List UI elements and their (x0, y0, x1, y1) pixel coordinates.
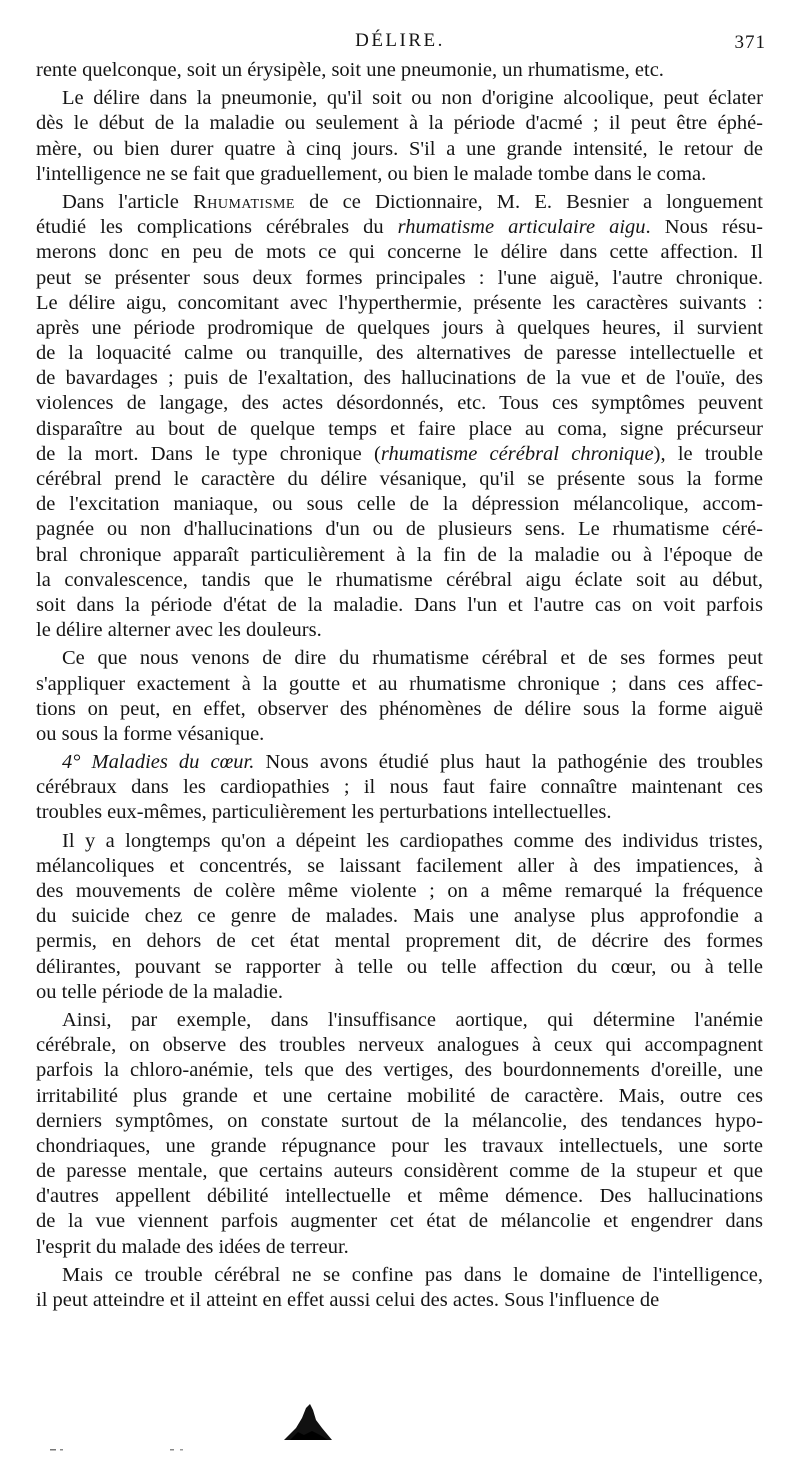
text-line: de la mort. Dans le type chronique (rhumatisme cérébral chronique), le trouble (36, 442, 763, 465)
text-line: Il y a longtemps qu'on a dépeint les cardiopathes comme des individus tristes, (62, 829, 763, 852)
text-line: ou telle période de la maladie. (36, 980, 284, 1003)
text-line: dès le début de la maladie ou seulement à la période d'acmé ; il peut être éphé- (36, 112, 763, 135)
text-line: Ainsi, par exemple, dans l'insuffisance aortique, qui détermine l'anémie (62, 1008, 763, 1031)
text-line: de bavardages ; puis de l'exaltation, des hallucinations de la vue et de l'ouïe, des (36, 367, 763, 390)
text-line: irritabilité plus grande et une certaine mobilité de caractère. Mais, outre ces (36, 1084, 763, 1107)
text-line: cérébraux dans les cardiopathies ; il nous faut faire connaître maintenant ces (36, 776, 763, 799)
text-line: Ce que nous venons de dire du rhumatisme cérébral et de ses formes peut (62, 647, 763, 670)
bottom-specks (50, 1448, 200, 1452)
text-line: l'intelligence ne se fait que graduellement, ou bien le malade tombe dans le coma. (36, 162, 707, 185)
page-number: 371 (734, 32, 766, 53)
text-line: le délire alterner avec les douleurs. (36, 619, 322, 642)
text-line: l'esprit du malade des idées de terreur. (36, 1235, 349, 1258)
text-line: merons donc en peu de mots ce qui concerne le délire dans cette affection. Il (36, 241, 763, 264)
printer-ornament-icon (282, 1402, 334, 1442)
text-line: parfois la chloro-anémie, tels que des vertiges, des bourdonnements d'oreille, une (36, 1059, 763, 1082)
page-body (36, 58, 763, 1313)
text-line: chondriaques, une grande répugnance pour les travaux intellectuels, une sorte (36, 1134, 763, 1157)
text-line: pagnée ou non d'hallucinations d'un ou de plusieurs sens. Le rhumatisme céré- (36, 518, 763, 541)
text-line: ou sous la forme vésanique. (36, 722, 265, 745)
text-line: la convalescence, tandis que le rhumatisme cérébral aigu éclate soit au début, (36, 568, 763, 591)
text-line: Le délire dans la pneumonie, qu'il soit ou non d'origine alcoolique, peut éclater (62, 87, 763, 110)
running-header (0, 30, 800, 58)
text-line: il peut atteindre et il atteint en effet aussi celui des actes. Sous l'influence de (36, 1289, 660, 1311)
text-line: des mouvements de colère même violente ; on a même remarqué la fréquence (36, 880, 763, 902)
text-line: étudié les complications cérébrales du rhumatisme articulaire aigu. Nous résu- (36, 216, 763, 239)
text-line: délirantes, pouvant se rapporter à telle ou telle affection du cœur, ou à telle (36, 955, 763, 978)
text-line: de la loquacité calme ou tranquille, des alternatives de paresse intellectuelle et (36, 342, 763, 365)
text-line: 4° Maladies du cœur. Nous avons étudié plus haut la pathogénie des troubles (62, 751, 763, 774)
small-caps-term: Rhumatisme (193, 190, 295, 213)
text-line: Mais ce trouble cérébral ne se confine pas dans le domaine de l'intelligence, (62, 1263, 763, 1286)
text-line: de paresse mentale, que certains auteurs considèrent comme de la stupeur et que (36, 1160, 763, 1183)
text-line: cérébrale, on observe des troubles nerveux analogues à ceux qui accompagnent (36, 1034, 763, 1057)
text-line: Dans l'article Rhumatisme de ce Dictionnaire, M. E. Besnier a longuement (62, 190, 763, 213)
text-line: de l'excitation maniaque, ou sous celle de la dépression mélancolique, accom- (36, 493, 763, 516)
text-line: cérébral prend le caractère du délire vésanique, qu'il se présente sous la forme (36, 468, 763, 490)
text-line: derniers symptômes, on constate surtout de la mélancolie, des tendances hypo- (36, 1109, 763, 1132)
text-line: s'appliquer exactement à la goutte et au rhumatisme chronique ; dans ces affec- (36, 672, 763, 695)
text-line: rente quelconque, soit un érysipèle, soit une pneumonie, un rhumatisme, etc. (36, 59, 664, 81)
text-line: mère, ou bien durer quatre à cinq jours. S'il a une grande intensité, le retour de (36, 137, 763, 160)
text-line: tions on peut, en effet, observer des phénomènes de délire sous la forme aiguë (36, 697, 763, 720)
italic-term: rhumatisme cérébral chronique (380, 442, 654, 465)
text-line: Le délire aigu, concomitant avec l'hyperthermie, présente les caractères suivants : (36, 291, 763, 314)
text-line: soit dans la période d'état de la maladie. Dans l'un et l'autre cas on voit parfois (36, 593, 763, 616)
text-line: peut se présenter sous deux formes principales : l'une aiguë, l'autre chronique. (36, 266, 763, 289)
text-line: permis, en dehors de cet état mental proprement dit, de décrire des formes (36, 930, 763, 953)
text-line: du suicide chez ce genre de malades. Mais une analyse plus approfondie a (36, 905, 763, 928)
italic-term: rhumatisme articulaire aigu (397, 216, 646, 239)
text-line: de la vue viennent parfois augmenter cet état de mélancolie et engendrer dans (36, 1210, 763, 1233)
text-line: mélancoliques et concentrés, se laissant facilement aller à des impatiences, à (36, 854, 763, 877)
text-line: bral chronique apparaît particulièrement à la fin de la maladie ou à l'époque de (36, 543, 763, 566)
text-line: disparaître au bout de quelque temps et faire place au coma, signe précurseur (36, 417, 763, 440)
italic-term: 4° Maladies du cœur. (62, 751, 255, 774)
text-line: violences de langage, des actes désordonnés, etc. Tous ces symptômes peuvent (36, 392, 763, 415)
text-line: d'autres appellent débilité intellectuelle et même démence. Des hallucinations (36, 1185, 763, 1208)
text-line: troubles eux-mêmes, particulièrement les perturbations intellectuelles. (36, 801, 612, 824)
text-line: après une période prodromique de quelques jours à quelques heures, il survient (36, 316, 763, 339)
running-title: DÉLIRE. (355, 30, 445, 51)
